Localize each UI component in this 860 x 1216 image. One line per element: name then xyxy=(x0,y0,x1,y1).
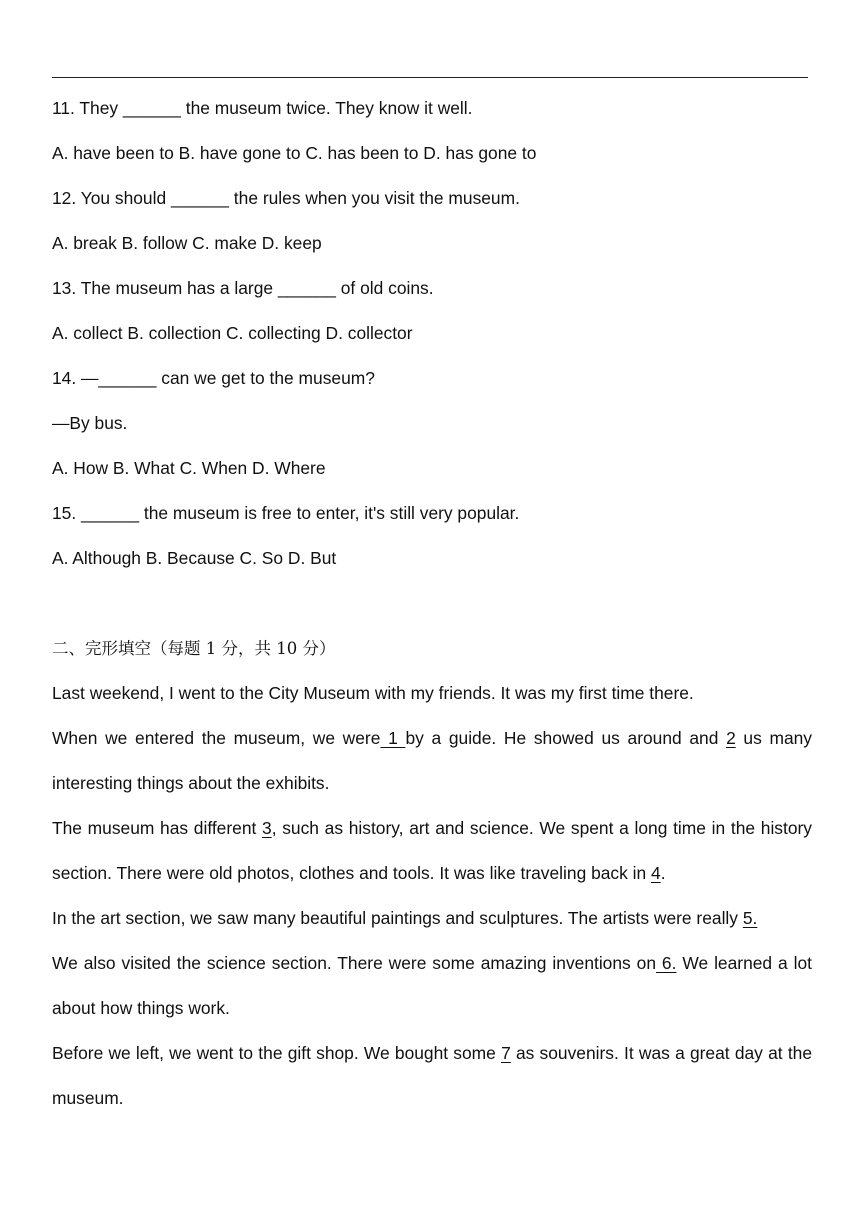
passage-paragraph-6 xyxy=(52,1031,812,1121)
section-gap xyxy=(52,581,812,626)
passage-text: In the art section, we saw many beautiful paintings and sculptures. The artists were really xyxy=(52,908,743,928)
cloze-blank-5: 5. xyxy=(742,908,758,928)
passage-text: by a guide. He showed us around and xyxy=(405,728,727,748)
passage-paragraph-5 xyxy=(52,941,812,1031)
passage-paragraph-3 xyxy=(52,806,812,896)
question-11-options: A. have been to B. have gone to C. has been to D. has gone to xyxy=(52,143,537,163)
passage-text: The museum has different xyxy=(52,818,263,838)
passage-text: Before we left, we went to the gift shop. We bought some xyxy=(52,1043,502,1063)
cloze-blank-3: 3 xyxy=(262,818,272,838)
passage-text: us many interesting things about the exhibits. xyxy=(52,728,813,793)
passage-text: . xyxy=(660,863,666,883)
passage-text: We also visited the science section. There were some amazing inventions on xyxy=(52,953,656,973)
cloze-blank-1: 1 xyxy=(380,728,406,748)
passage-paragraph-4 xyxy=(52,896,812,941)
exam-page xyxy=(52,86,812,1121)
question-15-options: A. Although B. Because C. So D. But xyxy=(52,548,337,568)
cloze-blank-7: 7 xyxy=(501,1043,511,1063)
question-11-stem: 11. They ______ the museum twice. They know it well. xyxy=(52,98,473,118)
question-12-options: A. break B. follow C. make D. keep xyxy=(52,233,322,253)
section-heading: 二、完形填空（每题 1 分，共 10 分） xyxy=(52,639,336,658)
cloze-blank-6: 6. xyxy=(656,953,677,973)
question-14-answer-line: —By bus. xyxy=(52,413,128,433)
passage-paragraph-2 xyxy=(52,716,812,806)
passage-paragraph-1: Last weekend, I went to the City Museum with my friends. It was my first time there. xyxy=(52,683,694,703)
passage-text: as souvenirs. It was a great day at the museum. xyxy=(52,1043,812,1108)
question-13-stem: 13. The museum has a large ______ of old coins. xyxy=(52,278,434,298)
question-14-options: A. How B. What C. When D. Where xyxy=(52,458,326,478)
passage-text: When we entered the museum, we were xyxy=(52,728,381,748)
question-14-stem: 14. —______ can we get to the museum? xyxy=(52,368,375,388)
question-13-options: A. collect B. collection C. collecting D. collector xyxy=(52,323,413,343)
question-15-stem: 15. ______ the museum is free to enter, it's still very popular. xyxy=(52,503,520,523)
passage-text: We learned a lot about how things work. xyxy=(52,953,812,1018)
question-12-stem: 12. You should ______ the rules when you visit the museum. xyxy=(52,188,520,208)
cloze-blank-2: 2 xyxy=(726,728,736,748)
header-rule xyxy=(52,77,808,78)
cloze-blank-4: 4 xyxy=(651,863,661,883)
passage-text: , such as history, art and science. We spent a long time in the history section. There were old photos, clothes and tools. It was like traveling back in xyxy=(52,818,812,883)
